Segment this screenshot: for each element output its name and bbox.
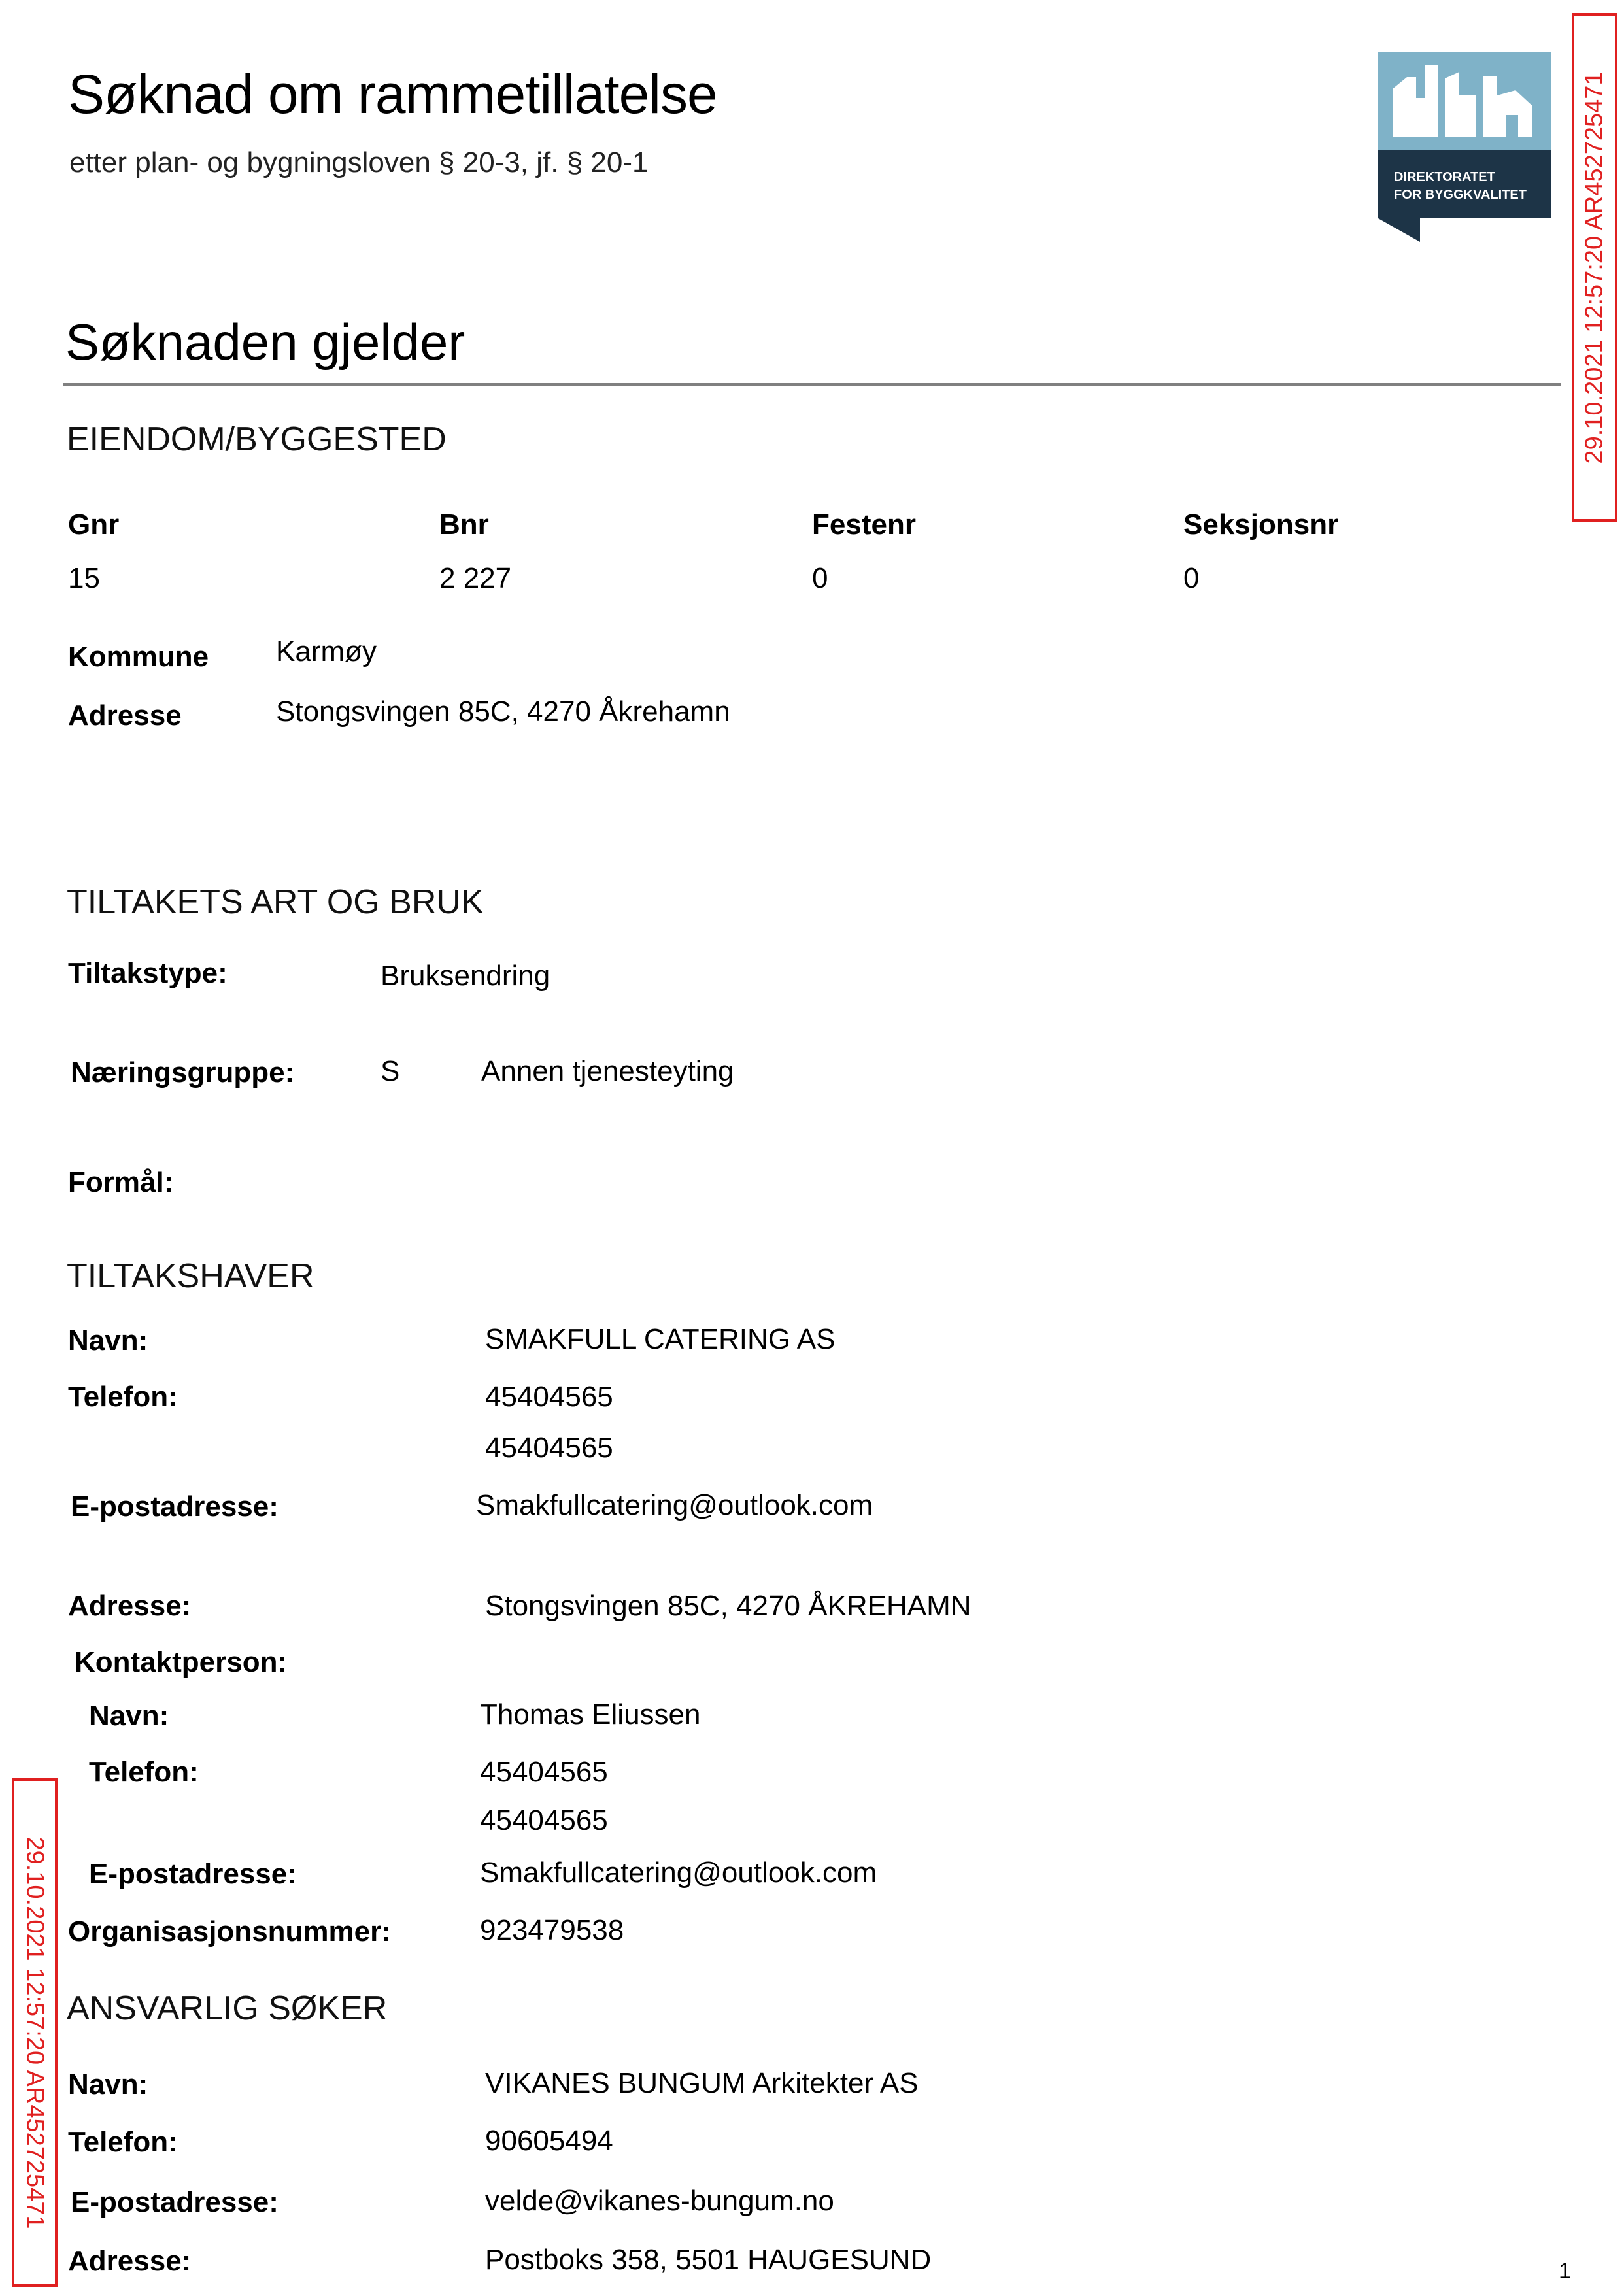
logo-text-line1: DIREKTORATET — [1394, 170, 1495, 184]
seksjonsnr-label: Seksjonsnr — [1183, 509, 1339, 541]
naeringsgruppe-code: S — [381, 1055, 400, 1087]
ansvarlig-soker-heading: ANSVARLIG SØKER — [67, 1989, 388, 2027]
kontakt-navn-label: Navn: — [89, 1700, 169, 1732]
formal-label: Formål: — [68, 1166, 174, 1198]
kontakt-telefon-value-2: 45404565 — [480, 1804, 608, 1836]
logo-text-line2: FOR BYGGKVALITET — [1394, 188, 1527, 202]
gnr-value: 15 — [68, 562, 100, 594]
soker-navn-value: VIKANES BUNGUM Arkitekter AS — [485, 2067, 919, 2099]
soker-epost-label: E-postadresse: — [71, 2186, 279, 2218]
section-divider — [63, 383, 1561, 386]
stamp-text: 29.10.2021 12:57:20 AR452725471 — [21, 1836, 49, 2229]
tiltakshaver-navn-label: Navn: — [68, 1324, 148, 1357]
soker-epost-value: velde@vikanes-bungum.no — [485, 2185, 834, 2217]
kontakt-telefon-label: Telefon: — [89, 1756, 199, 1788]
tiltakshaver-telefon-value-2: 45404565 — [485, 1432, 613, 1464]
adresse-value: Stongsvingen 85C, 4270 Åkrehamn — [276, 696, 730, 728]
tiltakshaver-telefon-value-1: 45404565 — [485, 1381, 613, 1413]
tiltakshaver-heading: TILTAKSHAVER — [67, 1257, 314, 1295]
kommune-value: Karmøy — [276, 635, 377, 667]
stamp-top-right — [1572, 13, 1617, 522]
orgnr-label: Organisasjonsnummer: — [68, 1915, 391, 1948]
stamp-bottom-left — [12, 1778, 58, 2287]
soker-telefon-value: 90605494 — [485, 2125, 613, 2157]
section-title: Søknaden gjelder — [65, 313, 465, 371]
naeringsgruppe-label: Næringsgruppe: — [71, 1056, 295, 1088]
kontakt-epost-label: E-postadresse: — [89, 1858, 297, 1890]
orgnr-value: 923479538 — [480, 1914, 624, 1946]
tiltakstype-value: Bruksendring — [381, 960, 550, 992]
document-title: Søknad om rammetillatelse — [68, 63, 717, 125]
tiltakshaver-navn-value: SMAKFULL CATERING AS — [485, 1323, 836, 1355]
gnr-label: Gnr — [68, 509, 120, 541]
festenr-label: Festenr — [812, 509, 916, 541]
soker-telefon-label: Telefon: — [68, 2126, 178, 2158]
tiltakshaver-epost-value: Smakfullcatering@outlook.com — [476, 1489, 873, 1521]
naeringsgruppe-value: Annen tjenesteyting — [481, 1055, 734, 1087]
document-subtitle: etter plan- og bygningsloven § 20-3, jf. § 20-1 — [69, 146, 649, 178]
bnr-label: Bnr — [439, 509, 489, 541]
kontaktperson-label: Kontaktperson: — [75, 1646, 288, 1678]
kontakt-navn-value: Thomas Eliussen — [480, 1698, 701, 1730]
tiltakshaver-adresse-label: Adresse: — [68, 1590, 192, 1622]
tiltakstype-label: Tiltakstype: — [68, 957, 228, 989]
festenr-value: 0 — [812, 562, 828, 594]
soker-adresse-value: Postboks 358, 5501 HAUGESUND — [485, 2244, 932, 2276]
tiltakshaver-epost-label: E-postadresse: — [71, 1491, 279, 1523]
stamp-text: 29.10.2021 12:57:20 AR452725471 — [1580, 71, 1608, 464]
tiltak-heading: TILTAKETS ART OG BRUK — [67, 883, 484, 921]
kontakt-telefon-value-1: 45404565 — [480, 1756, 608, 1788]
bnr-value: 2 227 — [439, 562, 512, 594]
seksjonsnr-value: 0 — [1183, 562, 1200, 594]
page-number: 1 — [1559, 2259, 1571, 2284]
dibk-logo — [1378, 52, 1551, 242]
soker-adresse-label: Adresse: — [68, 2245, 192, 2277]
kommune-label: Kommune — [68, 641, 209, 673]
soker-navn-label: Navn: — [68, 2068, 148, 2100]
eiendom-heading: EIENDOM/BYGGESTED — [67, 420, 447, 458]
tiltakshaver-adresse-value: Stongsvingen 85C, 4270 ÅKREHAMN — [485, 1590, 972, 1622]
adresse-label: Adresse — [68, 700, 182, 732]
tiltakshaver-telefon-label: Telefon: — [68, 1381, 178, 1413]
kontakt-epost-value: Smakfullcatering@outlook.com — [480, 1857, 877, 1889]
